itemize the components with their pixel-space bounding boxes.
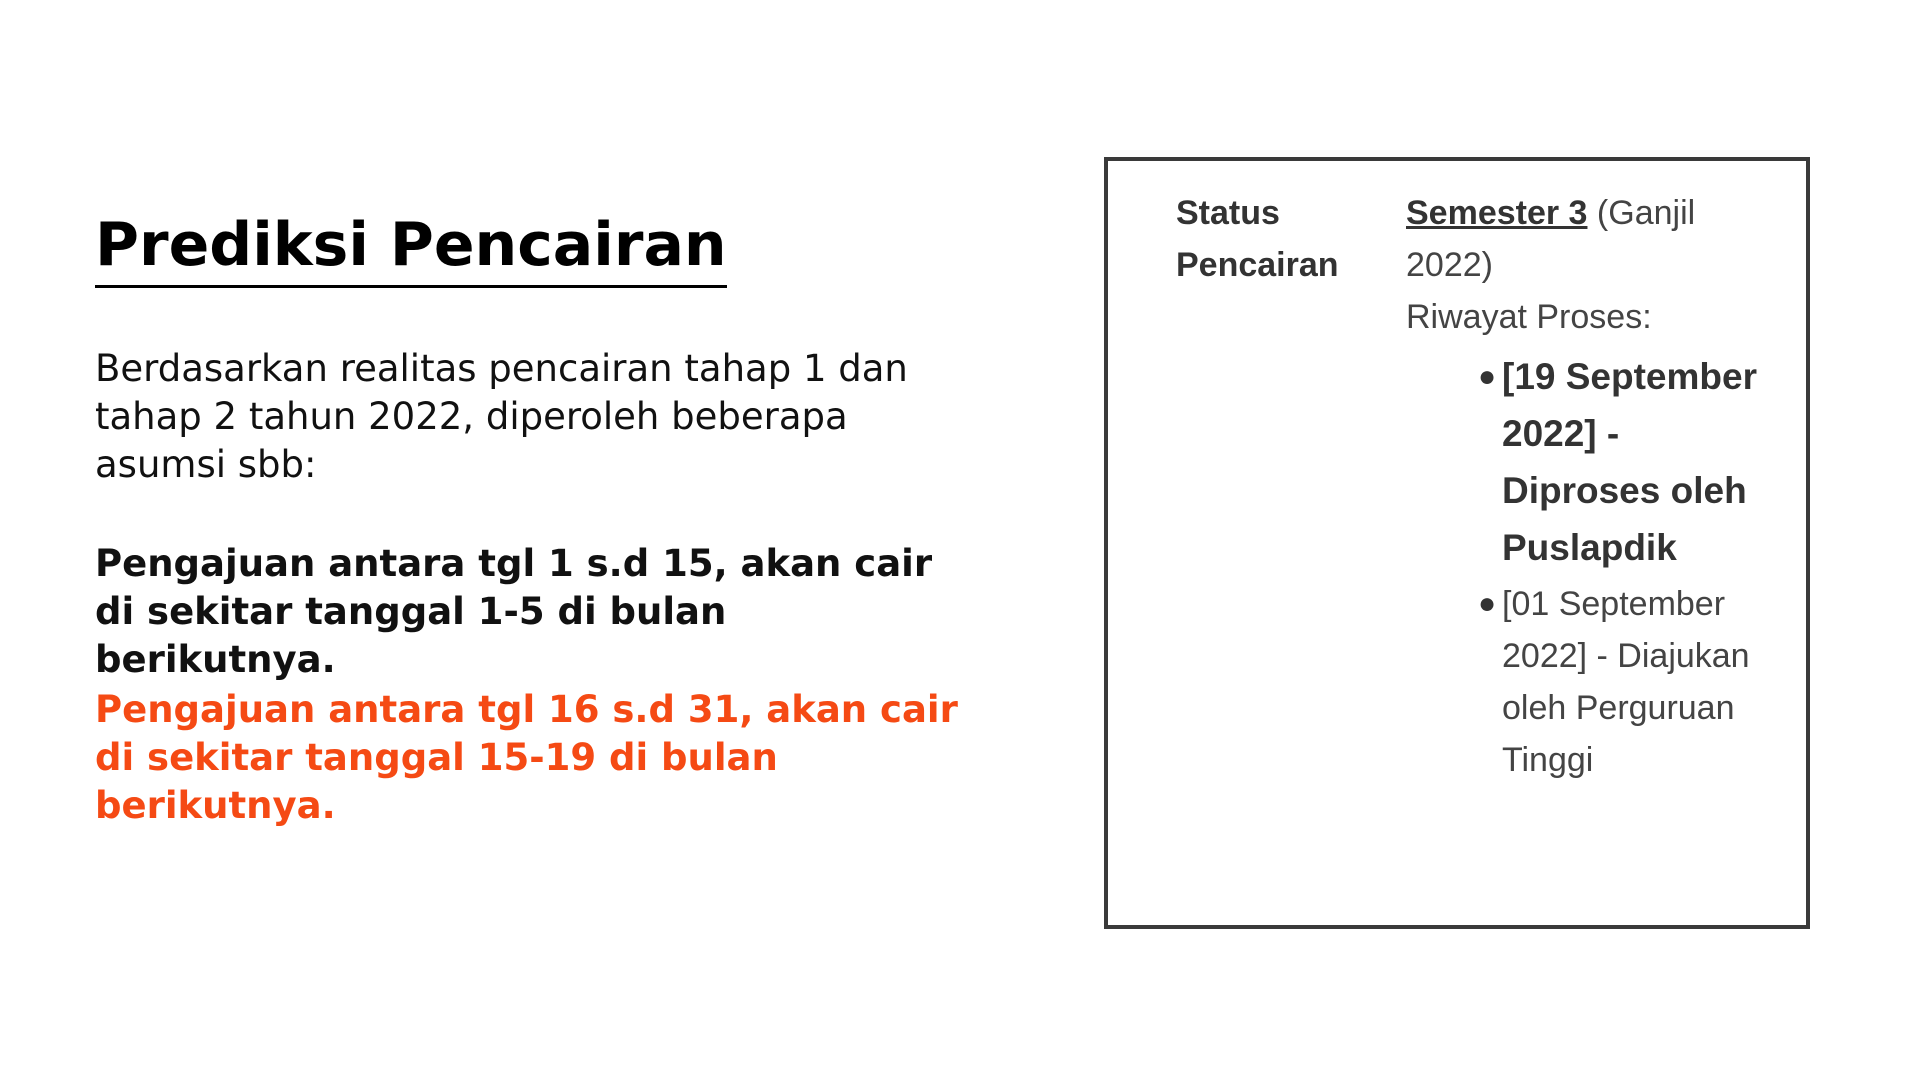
bullet-icon: ●: [1478, 360, 1497, 393]
status-label: Status Pencairan: [1176, 194, 1339, 284]
status-screenshot-panel: [1104, 157, 1810, 929]
slide-title: Prediksi Pencairan: [95, 205, 727, 288]
history-item-text: [19 September 2022] - Diproses oleh Puslapdik: [1502, 356, 1757, 568]
status-value: [1406, 187, 1766, 343]
bullet-icon: ●: [1478, 587, 1497, 620]
history-heading: Riwayat Proses:: [1406, 298, 1652, 336]
history-list: [1478, 348, 1772, 786]
history-item: [1478, 348, 1772, 576]
rule-first-half-month: Pengajuan antara tgl 1 s.d 15, akan cair di sekitar tanggal 1-5 di bulan berikutnya.: [95, 542, 933, 681]
semester-detail: (Ganjil 2022): [1406, 194, 1696, 284]
semester-link[interactable]: Semester 3: [1406, 194, 1588, 232]
intro-paragraph: Berdasarkan realitas pencairan tahap 1 dan tahap 2 tahun 2022, diperoleh beberapa asumsi sbb:: [95, 347, 908, 486]
history-item: [1478, 578, 1772, 786]
rule-second-half-month: Pengajuan antara tgl 16 s.d 31, akan cair di sekitar tanggal 15-19 di bulan berikutnya.: [95, 688, 958, 827]
history-item-text: [01 September 2022] - Diajukan oleh Perguruan Tinggi: [1502, 585, 1750, 779]
